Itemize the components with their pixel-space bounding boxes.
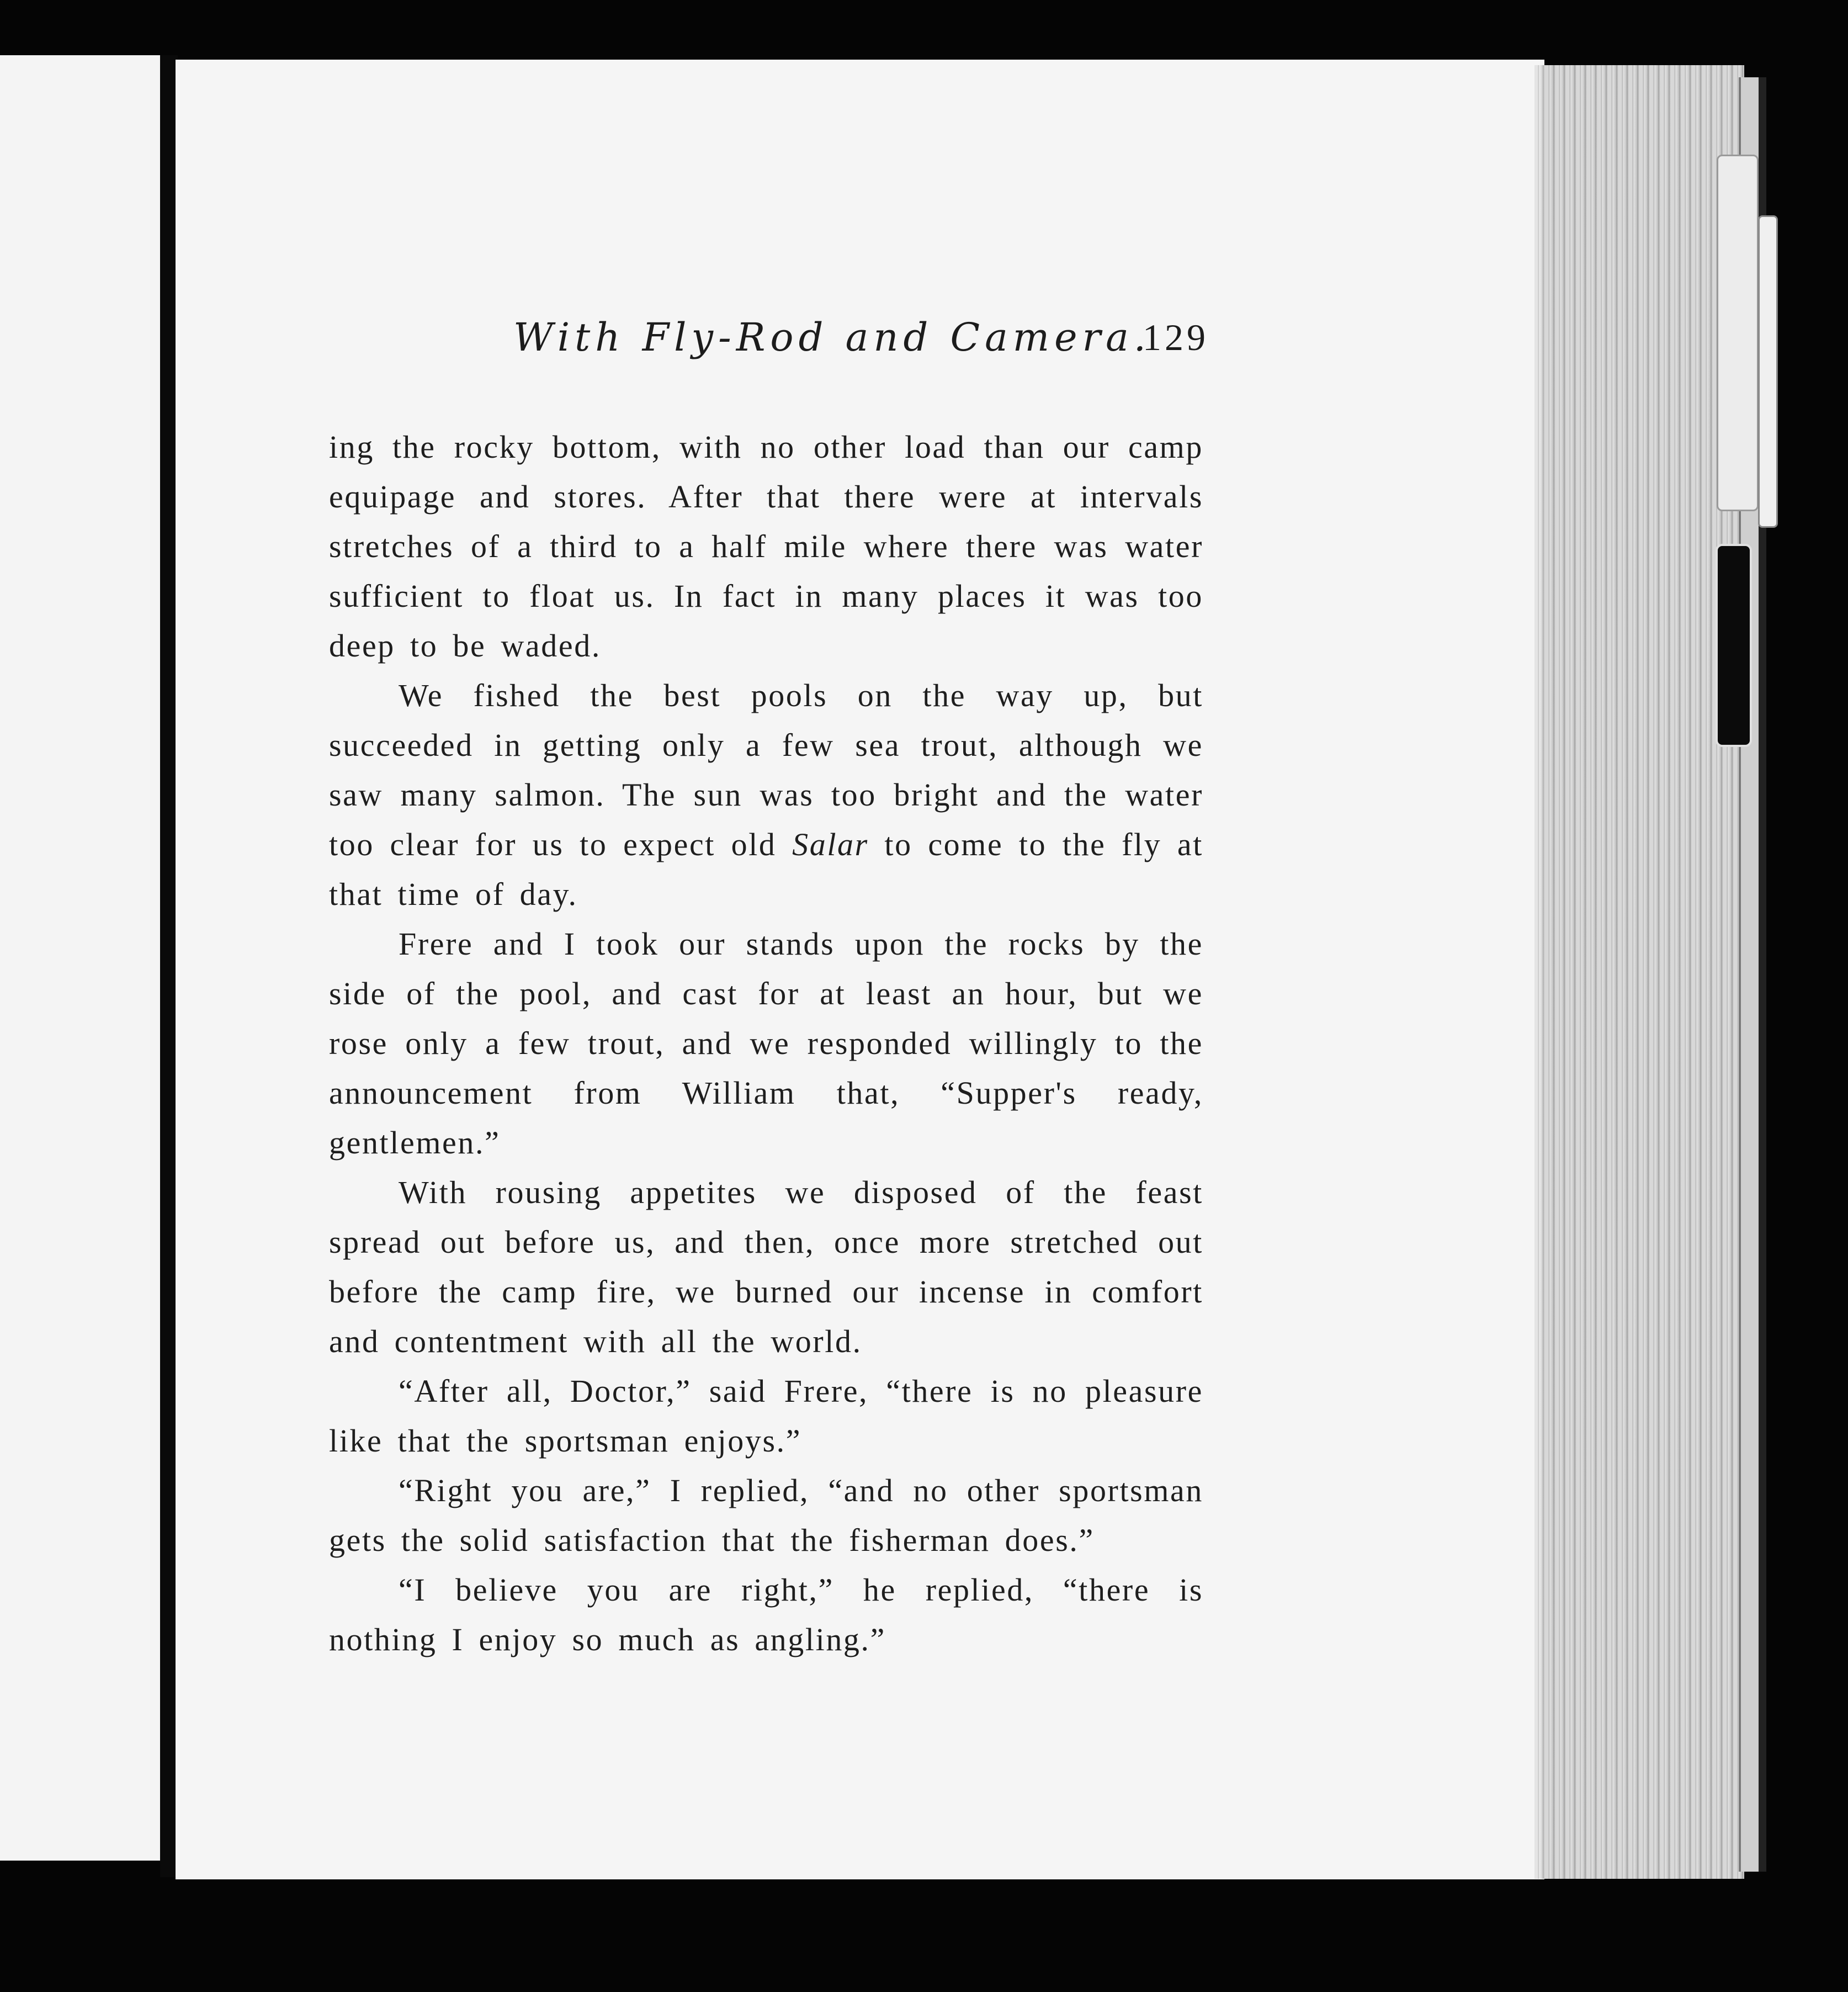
paper-slip <box>1717 155 1759 511</box>
paper-slip-tall <box>1758 215 1778 528</box>
paragraph <box>329 422 1203 671</box>
paragraph-text: We fished the best pools on the way up, but succeeded in getting only a few sea trout, although we saw many salmon. The sun was too bright and the water too clear for us to expect old <box>329 677 1203 862</box>
paragraph-text: Frere and I took our stands upon the rocks by the side of the pool, and cast for at least an hour, but we rose only a few trout, and we responded willingly to the announcement from William that, “Supper's ready, gentlemen.” <box>329 926 1203 1161</box>
page-number: 129 <box>1143 316 1209 358</box>
running-header <box>331 315 1209 375</box>
facing-page-left <box>0 55 160 1861</box>
paragraph <box>329 1466 1203 1565</box>
paragraph-text: ing the rocky bottom, with no other load than our camp equipage and stores. After that there were at intervals stretches of a third to a half mile where there was water sufficient to float us. In fact in many places it was too deep to be waded. <box>329 429 1203 664</box>
running-title: With Fly-Rod and Camera. <box>513 315 1151 360</box>
paragraph-text: “I believe you are right,” he replied, “there is nothing I enjoy so much as angling.” <box>329 1572 1203 1657</box>
paragraph <box>329 1366 1203 1466</box>
paragraph-text: With rousing appetites we disposed of the feast spread out before us, and then, once more stretched out before the camp fire, we burned our incense in comfort and contentment with all the world. <box>329 1174 1203 1359</box>
bookmark-tab <box>1716 544 1752 747</box>
paragraph-text: “After all, Doctor,” said Frere, “there is no pleasure like that the sportsman enjoys.” <box>329 1373 1203 1459</box>
paragraph <box>329 671 1203 919</box>
paragraph <box>329 1168 1203 1366</box>
paragraph <box>329 919 1203 1168</box>
paragraph-text: “Right you are,” I replied, “and no other sportsman gets the solid satisfaction that the fisherman does.” <box>329 1472 1203 1558</box>
body-text <box>329 422 1203 1665</box>
paragraph <box>329 1565 1203 1665</box>
page-fore-edge <box>1534 65 1744 1879</box>
paragraph-text: to come to the fly at that time of day. <box>329 827 1203 912</box>
italic-text: Salar <box>792 827 869 862</box>
